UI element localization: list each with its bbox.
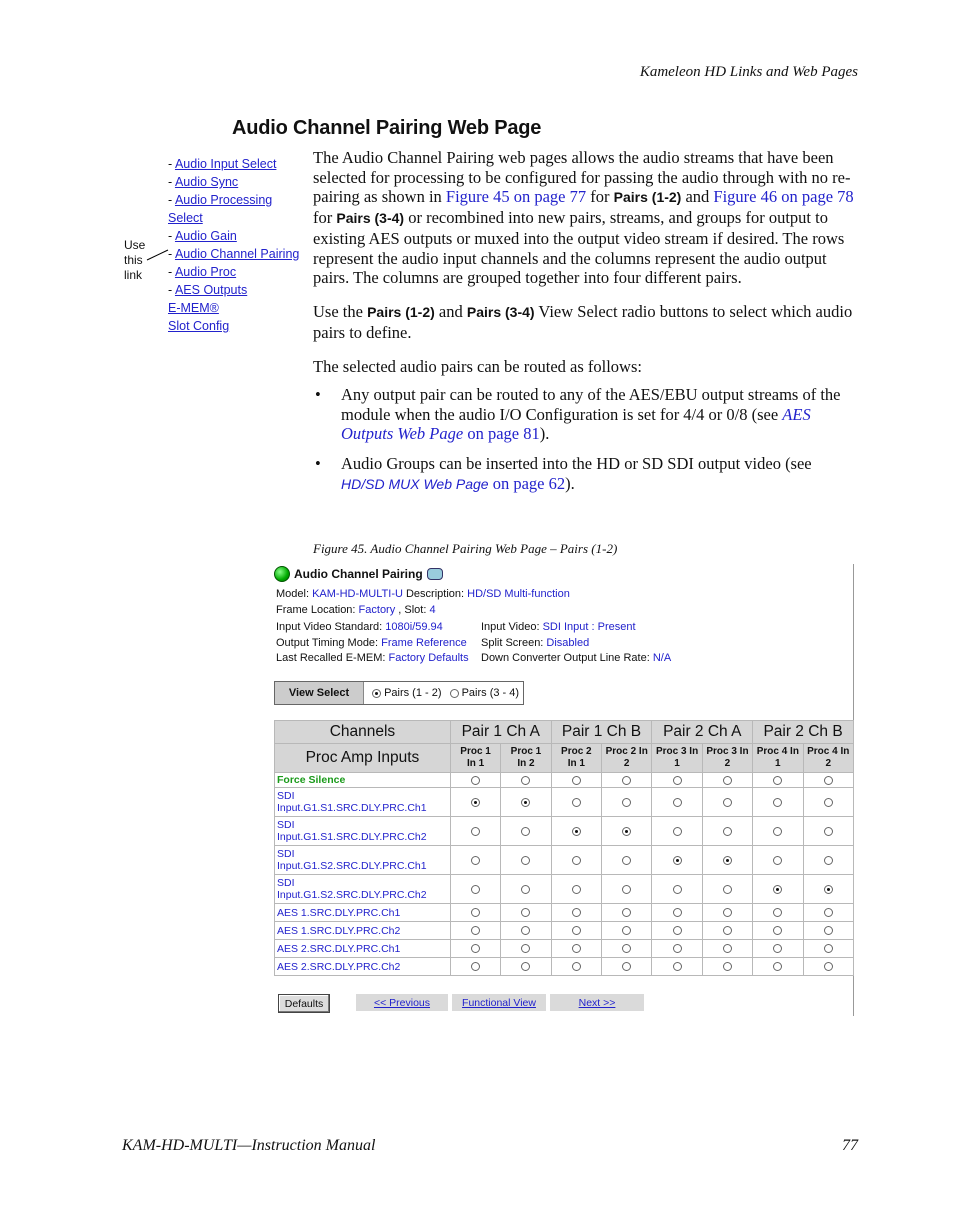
input-channel-label: SDI Input.G1.S1.SRC.DLY.PRC.Ch2 — [275, 817, 451, 846]
radio-button[interactable] — [622, 776, 631, 785]
view-pairs-3-4-radio[interactable]: Pairs (3 - 4) — [450, 687, 520, 699]
nav-item-aes-outputs[interactable] — [168, 281, 299, 299]
radio-button[interactable] — [673, 856, 682, 865]
radio-selected[interactable] — [372, 689, 381, 698]
nav-item-audio-input-select[interactable] — [168, 155, 299, 173]
bullet-glyph: • — [315, 385, 321, 405]
web-page-screenshot — [270, 562, 856, 1018]
callout-line-3: link — [124, 268, 143, 282]
figure-45-link[interactable]: Figure 45 on page 77 — [445, 187, 587, 207]
channel-pairing-table — [274, 720, 854, 976]
callout-line-1: Use — [124, 238, 146, 252]
input-channel-label: AES 1.SRC.DLY.PRC.Ch2 — [275, 922, 451, 940]
subcol-header: Proc 3 In 1 — [652, 744, 702, 773]
radio-button[interactable] — [622, 856, 631, 865]
figure-46-link[interactable]: Figure 46 on page 78 — [713, 187, 854, 207]
proc-amp-inputs-header: Proc Amp Inputs — [275, 744, 451, 773]
subcol-header: Proc 4 In 2 — [803, 744, 853, 773]
radio-button[interactable] — [622, 798, 631, 807]
aes-outputs-page-link[interactable]: AES Outputs Web Page on page 81 — [341, 404, 811, 444]
nav-item-audio-processing[interactable] — [168, 191, 299, 209]
radio-button[interactable] — [773, 776, 782, 785]
nav-dash: - — [168, 157, 175, 171]
radio-button[interactable] — [521, 962, 530, 971]
radio-button[interactable] — [773, 926, 782, 935]
output-timing-mode: Output Timing Mode: Frame Reference — [276, 637, 467, 649]
radio-button[interactable] — [471, 856, 480, 865]
input-channel-label: SDI Input.G1.S2.SRC.DLY.PRC.Ch1 — [275, 846, 451, 875]
radio-button[interactable] — [521, 827, 530, 836]
previous-button[interactable]: << Previous — [356, 994, 448, 1011]
radio-button[interactable] — [673, 908, 682, 917]
radio-button[interactable] — [824, 926, 833, 935]
radio-button[interactable] — [773, 798, 782, 807]
radio-button[interactable] — [673, 776, 682, 785]
pair-header: Pair 1 Ch A — [450, 721, 551, 744]
radio-button[interactable] — [773, 908, 782, 917]
radio-button[interactable] — [572, 827, 581, 836]
nav-link[interactable]: Audio Sync — [174, 175, 239, 189]
bullet-glyph: • — [315, 454, 321, 474]
force-silence-row — [275, 773, 854, 788]
input-video-standard: Input Video Standard: 1080i/59.94 — [276, 621, 443, 633]
next-button[interactable]: Next >> — [550, 994, 644, 1011]
radio-button[interactable] — [572, 776, 581, 785]
radio-button[interactable] — [673, 944, 682, 953]
table-header-row — [275, 721, 854, 744]
callout-label — [124, 238, 145, 283]
view-select-label: View Select — [275, 682, 364, 704]
nav-item-audio-channel-pairing[interactable] — [168, 245, 299, 263]
radio-button[interactable] — [572, 798, 581, 807]
nav-item-audio-proc[interactable] — [168, 263, 299, 281]
radio-button[interactable] — [622, 885, 631, 894]
table-row — [275, 940, 854, 958]
callout-line-2: this — [124, 253, 143, 267]
subcol-header: Proc 2 In 2 — [602, 744, 652, 773]
radio-button[interactable] — [521, 908, 530, 917]
nav-link[interactable]: Slot Config — [168, 319, 230, 333]
radio-button[interactable] — [521, 856, 530, 865]
frame-location-line: Frame Location: Factory , Slot: 4 — [276, 604, 436, 616]
radio-button[interactable] — [622, 926, 631, 935]
radio-unselected[interactable] — [450, 689, 459, 698]
radio-button[interactable] — [723, 827, 732, 836]
table-row — [275, 958, 854, 976]
radio-button[interactable] — [723, 908, 732, 917]
nav-link[interactable]: AES Outputs — [174, 283, 248, 297]
radio-button[interactable] — [773, 944, 782, 953]
paragraph-intro: The Audio Channel Pairing web pages allows the audio streams that have been selected for processing to be configured for passing the audio through with no re-pairing as shown in Figure 45 on page 77 for Pairs (1-2) and Figure 46 on page 78 for Pairs (3-4) or recombined into new pairs, streams, and groups for output to existing AES outputs or muxed into the output video stream if desired. The rows represent the audio input channels and the columns represent the audio output pairs. The columns are grouped together into four different pairs. — [313, 148, 854, 288]
figure-caption: Figure 45. Audio Channel Pairing Web Page – Pairs (1-2) — [313, 541, 618, 556]
input-channel-label: SDI Input.G1.S2.SRC.DLY.PRC.Ch2 — [275, 875, 451, 904]
radio-button[interactable] — [521, 944, 530, 953]
radio-button[interactable] — [471, 798, 480, 807]
view-pairs-1-2-radio[interactable]: Pairs (1 - 2) — [372, 687, 442, 699]
radio-button[interactable] — [673, 885, 682, 894]
radio-button[interactable] — [723, 926, 732, 935]
page-number: 77 — [842, 1137, 858, 1154]
pairs-1-2-term: Pairs (1-2) — [613, 189, 682, 206]
nav-link[interactable]: Audio Input Select — [174, 157, 277, 171]
radio-button[interactable] — [521, 926, 530, 935]
channels-header: Channels — [275, 721, 451, 744]
input-channel-label: AES 2.SRC.DLY.PRC.Ch1 — [275, 940, 451, 958]
table-row — [275, 904, 854, 922]
status-led-icon — [274, 566, 290, 582]
radio-button[interactable] — [773, 827, 782, 836]
subcol-header: Proc 2 In 1 — [551, 744, 601, 773]
nav-dash: - — [168, 175, 175, 189]
nav-link[interactable]: Select — [168, 211, 203, 225]
radio-button[interactable] — [824, 856, 833, 865]
pair-header: Pair 1 Ch B — [551, 721, 652, 744]
radio-button[interactable] — [521, 776, 530, 785]
radio-button[interactable] — [673, 827, 682, 836]
nav-dash: - — [168, 229, 175, 243]
radio-button[interactable] — [622, 827, 631, 836]
subcol-header: Proc 1 In 2 — [501, 744, 551, 773]
view-select-box — [274, 681, 524, 705]
hd-sd-mux-page-link[interactable]: HD/SD MUX Web Page on page 62 — [341, 473, 566, 493]
table-row — [275, 817, 854, 846]
radio-button[interactable] — [572, 908, 581, 917]
subcol-header: Proc 4 In 1 — [753, 744, 803, 773]
radio-button[interactable] — [471, 908, 480, 917]
radio-button[interactable] — [824, 798, 833, 807]
radio-button[interactable] — [471, 827, 480, 836]
body-text — [313, 148, 858, 505]
radio-button[interactable] — [471, 885, 480, 894]
radio-button[interactable] — [723, 944, 732, 953]
radio-button[interactable] — [824, 776, 833, 785]
nav-item-e-mem[interactable] — [168, 299, 299, 317]
radio-button[interactable] — [824, 908, 833, 917]
radio-button[interactable] — [521, 885, 530, 894]
radio-button[interactable] — [723, 962, 732, 971]
footer-manual-title: KAM-HD-MULTI—Instruction Manual — [122, 1137, 376, 1154]
radio-button[interactable] — [824, 944, 833, 953]
radio-button[interactable] — [673, 798, 682, 807]
radio-button[interactable] — [471, 926, 480, 935]
nav-link[interactable]: Audio Proc — [174, 265, 237, 279]
table-row — [275, 922, 854, 940]
radio-button[interactable] — [622, 962, 631, 971]
pair-header: Pair 2 Ch A — [652, 721, 753, 744]
radio-button[interactable] — [622, 944, 631, 953]
pairs-3-4-term: Pairs (3-4) — [466, 304, 535, 321]
nav-dash: - — [168, 193, 175, 207]
radio-button[interactable] — [673, 962, 682, 971]
radio-button[interactable] — [572, 856, 581, 865]
section-title: Audio Channel Pairing Web Page — [232, 117, 542, 139]
paragraph-routing: The selected audio pairs can be routed as follows: — [313, 357, 642, 377]
radio-button[interactable] — [622, 908, 631, 917]
defaults-button[interactable]: Defaults — [278, 994, 330, 1013]
list-item: • Any output pair can be routed to any of the AES/EBU output streams of the module when the audio I/O Configuration is set for 4/4 or 0/8 (see AES Outputs Web Page on page 81). — [315, 385, 841, 444]
radio-button[interactable] — [723, 885, 732, 894]
screen-title: Audio Channel Pairing — [294, 567, 423, 581]
radio-button[interactable] — [824, 962, 833, 971]
radio-button[interactable] — [673, 926, 682, 935]
last-recalled-emem: Last Recalled E-MEM: Factory Defaults — [276, 652, 469, 664]
subcol-header: Proc 1 In 1 — [450, 744, 500, 773]
routing-bullet-list — [313, 385, 858, 495]
radio-button[interactable] — [521, 798, 530, 807]
radio-button[interactable] — [824, 827, 833, 836]
input-channel-label: AES 1.SRC.DLY.PRC.Ch1 — [275, 904, 451, 922]
input-channel-label: AES 2.SRC.DLY.PRC.Ch2 — [275, 958, 451, 976]
paragraph-view-select: Use the Pairs (1-2) and Pairs (3-4) View Select radio buttons to select which audio pairs to define. — [313, 302, 853, 343]
pairs-1-2-term: Pairs (1-2) — [367, 304, 435, 321]
nav-item-slot-config[interactable] — [168, 317, 299, 335]
radio-button[interactable] — [572, 926, 581, 935]
subcol-header: Proc 3 In 2 — [702, 744, 752, 773]
table-row — [275, 875, 854, 904]
radio-button[interactable] — [824, 885, 833, 894]
radio-button[interactable] — [723, 856, 732, 865]
split-screen-status: Split Screen: Disabled — [481, 637, 590, 649]
table-row — [275, 788, 854, 817]
nav-link[interactable]: E-MEM® — [168, 301, 219, 315]
refresh-icon[interactable] — [427, 568, 443, 580]
input-video-status: Input Video: SDI Input : Present — [481, 621, 636, 633]
nav-dash: - — [168, 283, 175, 297]
radio-button[interactable] — [471, 962, 480, 971]
down-converter-line-rate: Down Converter Output Line Rate: N/A — [481, 652, 672, 664]
pair-header: Pair 2 Ch B — [753, 721, 854, 744]
nav-dash: - — [168, 247, 175, 261]
radio-button[interactable] — [572, 962, 581, 971]
radio-button[interactable] — [471, 776, 480, 785]
table-row — [275, 846, 854, 875]
callout-pointer-line — [146, 246, 170, 262]
nav-link[interactable]: Audio Gain — [174, 229, 237, 243]
pairs-3-4-term: Pairs (3-4) — [336, 210, 405, 227]
running-head: Kameleon HD Links and Web Pages — [639, 64, 858, 80]
nav-dash: - — [168, 265, 175, 279]
radio-button[interactable] — [773, 856, 782, 865]
functional-view-button[interactable]: Functional View — [452, 994, 546, 1011]
frame-location-link[interactable]: Factory — [358, 604, 396, 616]
radio-button[interactable] — [471, 944, 480, 953]
nav-link[interactable]: Audio Channel Pairing — [174, 247, 300, 261]
force-silence-label: Force Silence — [275, 773, 451, 788]
input-channel-label: SDI Input.G1.S1.SRC.DLY.PRC.Ch1 — [275, 788, 451, 817]
radio-button[interactable] — [723, 798, 732, 807]
radio-button[interactable] — [572, 944, 581, 953]
radio-button[interactable] — [723, 776, 732, 785]
model-line: Model: KAM-HD-MULTI-U Description: HD/SD Multi-function — [276, 588, 570, 600]
nav-link[interactable]: Audio Processing — [174, 193, 273, 207]
list-item: • Audio Groups can be inserted into the HD or SD SDI output video (see HD/SD MUX Web Page on page 62). — [315, 454, 812, 493]
nav-item-audio-processing-select[interactable] — [168, 209, 299, 227]
radio-button[interactable] — [773, 962, 782, 971]
radio-button[interactable] — [572, 885, 581, 894]
radio-button[interactable] — [773, 885, 782, 894]
screen-header — [274, 566, 443, 582]
nav-item-audio-sync[interactable] — [168, 173, 299, 191]
nav-item-audio-gain[interactable] — [168, 227, 299, 245]
table-subheader-row — [275, 744, 854, 773]
web-page-nav-menu — [168, 155, 299, 335]
